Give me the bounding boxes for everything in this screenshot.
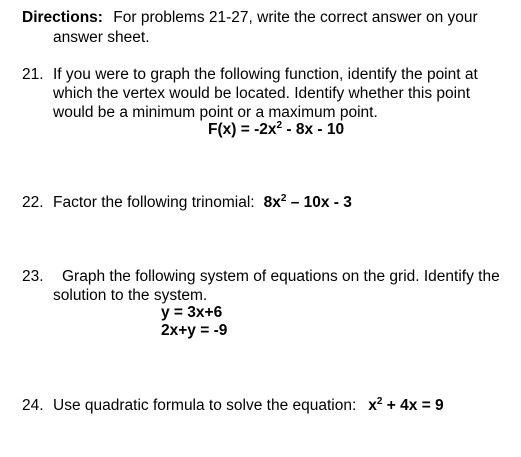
expression-base: x [368,397,377,414]
problem-expression [368,397,443,414]
equation-base: F(x) = -2x [208,121,277,138]
problem-text: Factor the following trinomial: [53,194,255,211]
expression-tail: – 10x - 3 [286,194,352,211]
problem-text-line [53,397,444,415]
expression-exponent: 2 [376,396,383,407]
problem-text-line: Graph the following system of equations on the grid. Identify the [62,268,500,285]
equation-tail: - 8x - 10 [282,121,345,138]
problem-number: 22. [22,194,44,211]
directions-text: For problems 21-27, write the correct answer on your [113,9,478,26]
directions-label: Directions: [22,9,103,26]
directions-line-1 [22,9,478,27]
problem-text: Use quadratic formula to solve the equation: [53,397,357,414]
problem-text-line: which the vertex would be located. Identify whether this point [53,85,471,102]
system-equation: 2x+y = -9 [161,322,228,339]
problem-text-line: would be a minimum point or a maximum point. [53,104,378,121]
problem-number: 21. [22,66,44,83]
directions-line-2: answer sheet. [53,29,150,46]
problem-number: 23. [22,268,44,285]
problem-text-line: solution to the system. [53,287,208,304]
system-equation: y = 3x+6 [161,304,223,321]
problem-expression [264,194,352,211]
problem-number: 24. [22,397,44,414]
expression-exponent: 2 [280,193,287,204]
problem-equation [208,121,344,139]
expression-base: 8x [263,194,281,211]
equation-exponent: 2 [276,120,283,131]
problem-text-line [53,194,352,212]
problem-text-line: If you were to graph the following function, identify the point at [53,66,478,83]
expression-tail: + 4x = 9 [382,397,444,414]
